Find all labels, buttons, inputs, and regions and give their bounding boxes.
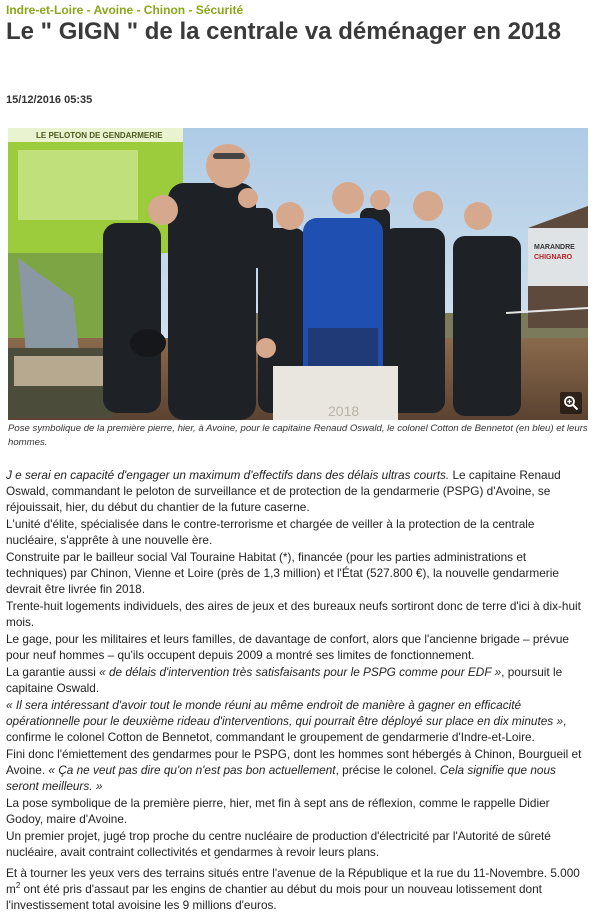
breadcrumb-item-securite[interactable]: Sécurité [195,3,244,17]
page-title: Le " GIGN " de la centrale va déménager en 2018 [6,18,561,45]
breadcrumb-separator: - [185,3,196,17]
photo-illustration [8,128,588,420]
breadcrumb-item-indre-et-loire[interactable]: Indre-et-Loire [6,3,84,17]
paragraph-5: Le gage, pour les militaires et leurs familles, de davantage de confort, alors que l'ancienne brigade – prévue pour neuf hommes – qu'ils occupent depuis 2009 a montré ses limites de fonctionnement. [6,632,569,662]
photo-caption: Pose symbolique de la première pierre, hier, à Avoine, pour le capitaine Renaud Oswald, le colonel Cotton de Bennetot (en bleu) et leurs hommes. [8,423,588,448]
paragraph-4: Trente-huit logements individuels, des aires de jeux et des bureaux neufs sortiront donc de terre d'ici à dix-huit mois. [6,599,581,629]
paragraph-10: Un premier projet, jugé trop proche du centre nucléaire de production d'électricité par l'Autorité de sûreté nucléaire, avait contraint collectivités et gendarmes à revoir leurs plans. [6,829,551,859]
banner-text-1: MARANDRE [534,244,575,251]
paragraph-7: « Il sera intéressant d'avoir tout le monde réuni au même endroit de manière à gagner en efficacité opérationnelle pour le deuxième rideau d'interventions, qui pourrait être déployé sur place en dix minutes », confirme le colonel Cotton de Bennetot, commandant le groupement de gendarmerie d'Indre-et-Loire. [6,698,567,744]
breadcrumb-item-chinon[interactable]: Chinon [143,3,186,17]
breadcrumb-separator: - [83,3,94,17]
paragraph-9: La pose symbolique de la première pierre, hier, met fin à sept ans de réflexion, comme le rappelle Didier Godoy, maire d'Avoine. [6,796,550,826]
paragraph-8: Fini donc l'émiettement des gendarmes pour le PSPG, dont les hommes sont hébergés à Chinon, Bourgueil et Avoine. « Ça ne veut pas dire qu'on n'est pas bon actuellement, précise le colonel. Cela signifie que nous seront meilleurs. » [6,747,582,793]
article-photo[interactable] [8,128,588,420]
paragraph-6: La garantie aussi « de délais d'intervention très satisfaisants pour le PSPG comme pour EDF », poursuit le capitaine Oswald. [6,665,563,695]
breadcrumb [6,3,243,17]
breadcrumb-separator: - [133,3,144,17]
publish-date: 15/12/2016 05:35 [6,94,93,106]
banner-text-2: CHIGNARO [534,254,573,261]
sign-text: LE PELOTON DE GENDARMERIE [36,131,163,140]
magnifier-plus-icon [563,395,579,411]
article-body [6,467,586,913]
stone-text: 2018 [328,403,360,419]
paragraph-1: J e serai en capacité d'engager un maximum d'effectifs dans des délais ultras courts. Le capitaine Renaud Oswald, commandant le peloton de surveillance et de protection de la gendarmerie (PSPG) d'Avoine, se réjouissait, hier, du début du chantier de la future caserne. [6,468,561,514]
paragraph-11: Et à tourner les yeux vers des terrains situés entre l'avenue de la République et la rue du 11-Novembre. 5.000 $m^2$ ont été pris d'assaut par les engins de chantier au début du mois pour un nouveau lotissement dont l'investissement total avoisine les 9 millions d'euros. [6,866,580,912]
paragraph-2: L'unité d'élite, spécialisée dans le contre-terrorisme et chargée de veiller à la protection de la centrale nucléaire, s'apprête à une nouvelle ère. [6,517,535,547]
breadcrumb-item-avoine[interactable]: Avoine [93,3,134,17]
zoom-icon[interactable] [560,392,582,414]
paragraph-3: Construite par le bailleur social Val Touraine Habitat (*), financée (pour les parties administrations et techniques) par Chinon, Vienne et Loire (près de 1,3 million) et l'État (527.800 €), la nouvelle gendarmerie devrait être livrée fin 2018. [6,550,559,596]
